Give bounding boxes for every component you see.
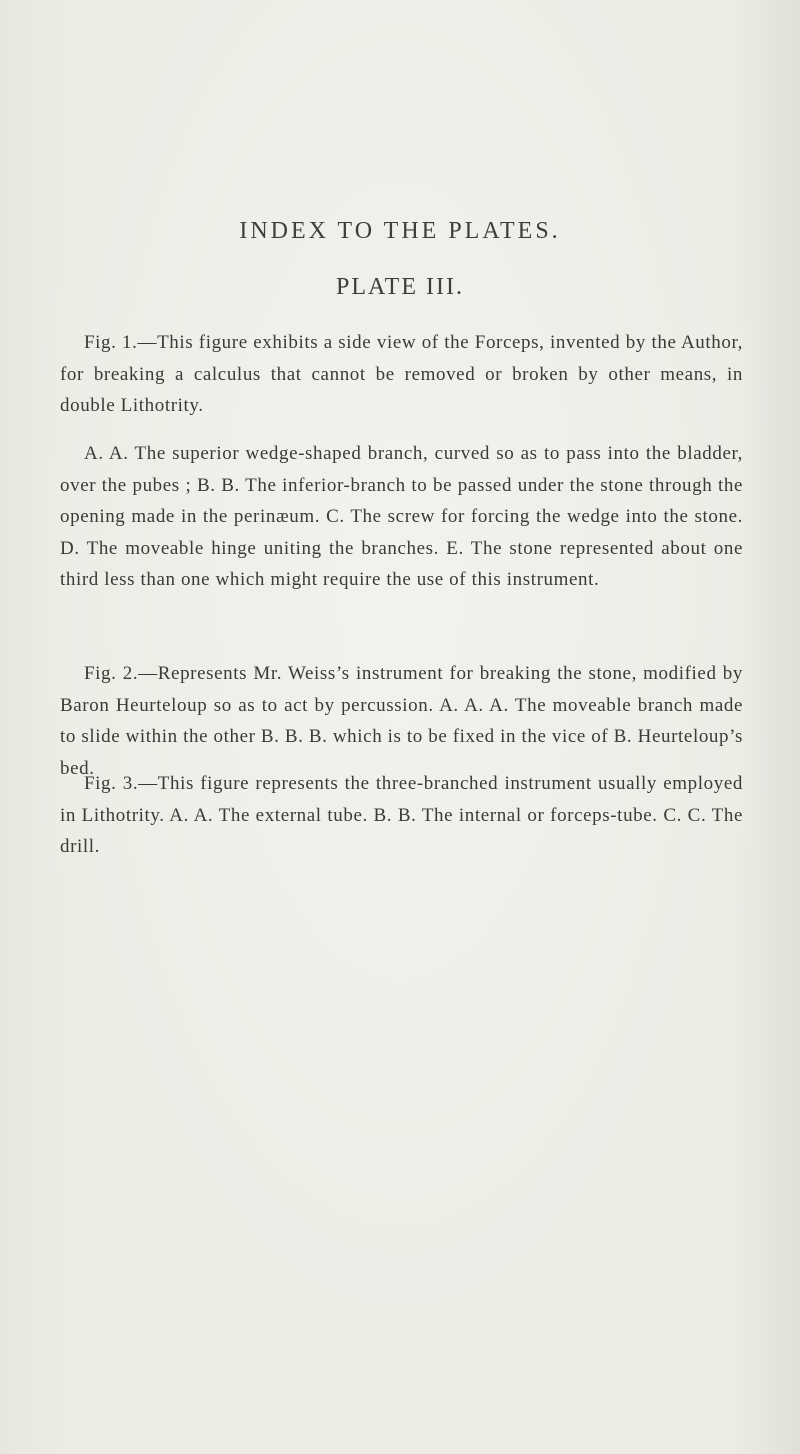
paragraph-fig-3: Fig. 3.—This figure represents the three-branched instrument usually employed in Lithotrity. A. A. The external tube. B. B. The internal or forceps-tube. C. C. The drill.: [60, 773, 743, 857]
paragraph-fig-2: Fig. 2.—Represents Mr. Weiss’s instrument for breaking the stone, modified by Baron Heurteloup so as to act by percussion. A. A. A. The moveable branch made to slide within the other B. B. B. which is to be fixed in the vice of B. Heurteloup’s bed.: [60, 663, 743, 779]
paragraph-fig-1-legend: A. A. The superior wedge-shaped branch, curved so as to pass into the bladder, over the pubes ; B. B. The inferior-branch to be passed under the stone through the opening made in the perinæum. C. The screw for forcing the wedge into the stone. D. The moveable hinge uniting the branches. E. The stone represented about one third less than one which might require the use of this instrument.: [60, 443, 743, 590]
paragraph-fig-1: Fig. 1.—This figure exhibits a side view of the Forceps, invented by the Author, for breaking a calculus that cannot be removed or broken by other means, in double Lithotrity.: [60, 332, 743, 416]
index-title: INDEX TO THE PLATES.: [239, 218, 561, 244]
plate-title: PLATE III.: [336, 274, 464, 300]
